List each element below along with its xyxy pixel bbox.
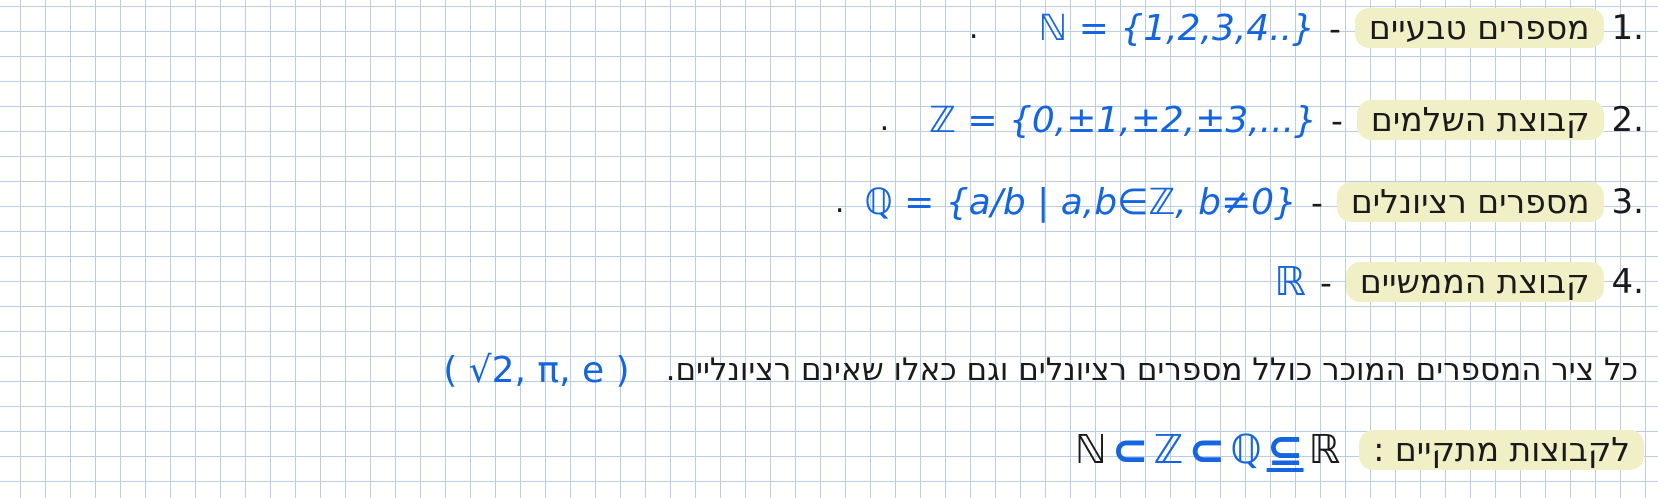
row-rationals (825, 180, 1644, 224)
row-title: קבוצת הממשיים (1346, 262, 1604, 302)
row-end: . (968, 10, 979, 46)
row-end: . (879, 102, 890, 138)
set-naturals: ℕ (1074, 427, 1107, 473)
row-number: 4. (1611, 262, 1644, 302)
row-dash: - (1319, 262, 1332, 302)
row-dash: - (1331, 100, 1343, 140)
relation-subseteq: ⊆ (1266, 424, 1304, 476)
row-formula: ℤ = {0,±1,±2,±3,...} (929, 99, 1317, 141)
row-title: מספרים רציונלים (1337, 182, 1604, 222)
row-formula: ℝ (1274, 259, 1306, 305)
row-integers (860, 98, 1644, 142)
note-text: כל ציר המספרים המוכר כולל מספרים רציונלים וגם כאלו שאינם רציונליים. (665, 352, 1638, 388)
row-formula: ℚ = {a/b | a,b∈ℤ, b≠0} (864, 181, 1297, 223)
row-dash: - (1329, 8, 1341, 48)
set-inclusion-row (1072, 424, 1644, 476)
inclusion-label: לקבוצות מתקיים : (1359, 430, 1644, 470)
row-natural-numbers (879, 6, 1644, 50)
note-examples: ( √2, π, e ) (443, 349, 630, 391)
row-number: 3. (1611, 182, 1644, 222)
row-number: 1. (1611, 8, 1644, 48)
row-dash: - (1310, 182, 1323, 222)
set-rationals: ℚ (1230, 427, 1262, 473)
set-reals: ℝ (1308, 427, 1341, 473)
set-integers: ℤ (1153, 427, 1184, 473)
row-reals (1224, 260, 1644, 304)
number-line-note (443, 348, 1638, 392)
relation-subset: ⊂ (1188, 424, 1226, 476)
row-title: מספרים טבעיים (1355, 8, 1604, 48)
row-formula: ℕ = {1,2,3,4..} (1038, 7, 1315, 49)
row-title: קבוצת השלמים (1357, 100, 1604, 140)
row-end: . (834, 184, 845, 220)
relation-subset: ⊂ (1111, 424, 1149, 476)
row-number: 2. (1611, 100, 1644, 140)
